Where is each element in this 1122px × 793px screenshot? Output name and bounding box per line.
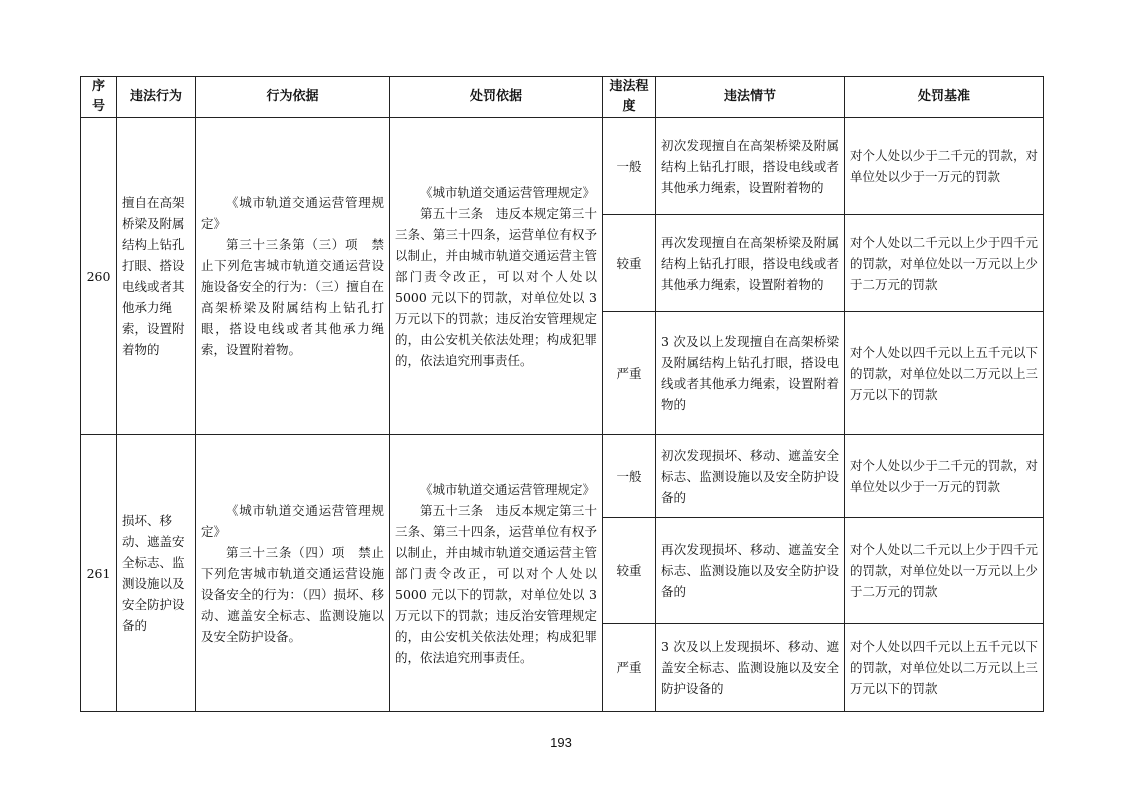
penalty-basis-title: 《城市轨道交通运营管理规定》 — [420, 481, 596, 497]
violation-cell: 擅自在高架桥梁及附属结构上钻孔打眼、搭设电线或者其他承力绳索，设置附着物的 — [117, 118, 196, 435]
act-basis-title: 《城市轨道交通运营管理规定》 — [201, 195, 384, 231]
degree-cell: 一般 — [603, 118, 656, 215]
degree-cell: 较重 — [603, 518, 656, 624]
penalty-basis-text: 第五十三条 违反本规定第三十三条、第三十四条，运营单位有权予以制止，并由城市轨道交通运营主管部门责令改正，可以对个人处以 5000 元以下的罚款，对单位处以 3 万元以下的罚款；违反治安管理规定的，由公安机关依法处理；构成犯罪的，依法追究刑事责任。 — [395, 205, 597, 368]
penalty-basis-cell — [390, 118, 603, 435]
row-number: 261 — [81, 435, 117, 712]
degree-cell: 严重 — [603, 312, 656, 435]
standard-cell: 对个人处以二千元以上少于四千元的罚款，对单位处以一万元以上少于二万元的罚款 — [845, 518, 1044, 624]
act-basis-cell — [196, 435, 390, 712]
act-basis-text: 第三十三条第（三）项 禁止下列危害城市轨道交通运营设施设备安全的行为：（三）擅自在高架桥梁及附属结构上钻孔打眼，搭设电线或者其他承力绳索，设置附着物。 — [201, 237, 384, 357]
header-violation: 违法行为 — [117, 77, 196, 118]
table-row — [81, 118, 1044, 215]
header-degree: 违法程度 — [603, 77, 656, 118]
standard-cell: 对个人处以四千元以上五千元以下的罚款，对单位处以二万元以上三万元以下的罚款 — [845, 624, 1044, 712]
header-row — [81, 77, 1044, 118]
standard-cell: 对个人处以少于二千元的罚款，对单位处以少于一万元的罚款 — [845, 435, 1044, 518]
penalty-basis-title: 《城市轨道交通运营管理规定》 — [420, 184, 596, 200]
header-circumstance: 违法情节 — [656, 77, 845, 118]
penalty-standard-table — [80, 76, 1044, 712]
degree-cell: 一般 — [603, 435, 656, 518]
header-standard: 处罚基准 — [845, 77, 1044, 118]
circumstance-cell: 初次发现损坏、移动、遮盖安全标志、监测设施以及安全防护设备的 — [656, 435, 845, 518]
circumstance-cell: 3 次及以上发现擅自在高架桥梁及附属结构上钻孔打眼，搭设电线或者其他承力绳索，设置附着物的 — [656, 312, 845, 435]
penalty-basis-text: 第五十三条 违反本规定第三十三条、第三十四条，运营单位有权予以制止，并由城市轨道交通运营主管部门责令改正，可以对个人处以 5000 元以下的罚款，对单位处以 3 万元以下的罚款；违反治安管理规定的，由公安机关依法处理；构成犯罪的，依法追究刑事责任。 — [395, 502, 597, 665]
header-penalty-basis: 处罚依据 — [390, 77, 603, 118]
degree-cell: 严重 — [603, 624, 656, 712]
standard-cell: 对个人处以四千元以上五千元以下的罚款，对单位处以二万元以上三万元以下的罚款 — [845, 312, 1044, 435]
circumstance-cell: 3 次及以上发现损坏、移动、遮盖安全标志、监测设施以及安全防护设备的 — [656, 624, 845, 712]
standard-cell: 对个人处以二千元以上少于四千元的罚款，对单位处以一万元以上少于二万元的罚款 — [845, 215, 1044, 312]
act-basis-text: 第三十三条（四）项 禁止下列危害城市轨道交通运营设施设备安全的行为：（四）损坏、移动、遮盖安全标志、监测设施以及安全防护设备。 — [201, 544, 384, 644]
header-act-basis: 行为依据 — [196, 77, 390, 118]
row-number: 260 — [81, 118, 117, 435]
table-row — [81, 435, 1044, 518]
page-number: 193 — [550, 735, 572, 750]
act-basis-cell — [196, 118, 390, 435]
circumstance-cell: 初次发现擅自在高架桥梁及附属结构上钻孔打眼，搭设电线或者其他承力绳索，设置附着物的 — [656, 118, 845, 215]
violation-cell: 损坏、移动、遮盖安全标志、监测设施以及安全防护设备的 — [117, 435, 196, 712]
act-basis-title: 《城市轨道交通运营管理规定》 — [201, 502, 384, 539]
degree-cell: 较重 — [603, 215, 656, 312]
penalty-basis-cell — [390, 435, 603, 712]
header-seq: 序号 — [81, 77, 117, 118]
circumstance-cell: 再次发现擅自在高架桥梁及附属结构上钻孔打眼，搭设电线或者其他承力绳索，设置附着物的 — [656, 215, 845, 312]
standard-cell: 对个人处以少于二千元的罚款，对单位处以少于一万元的罚款 — [845, 118, 1044, 215]
circumstance-cell: 再次发现损坏、移动、遮盖安全标志、监测设施以及安全防护设备的 — [656, 518, 845, 624]
